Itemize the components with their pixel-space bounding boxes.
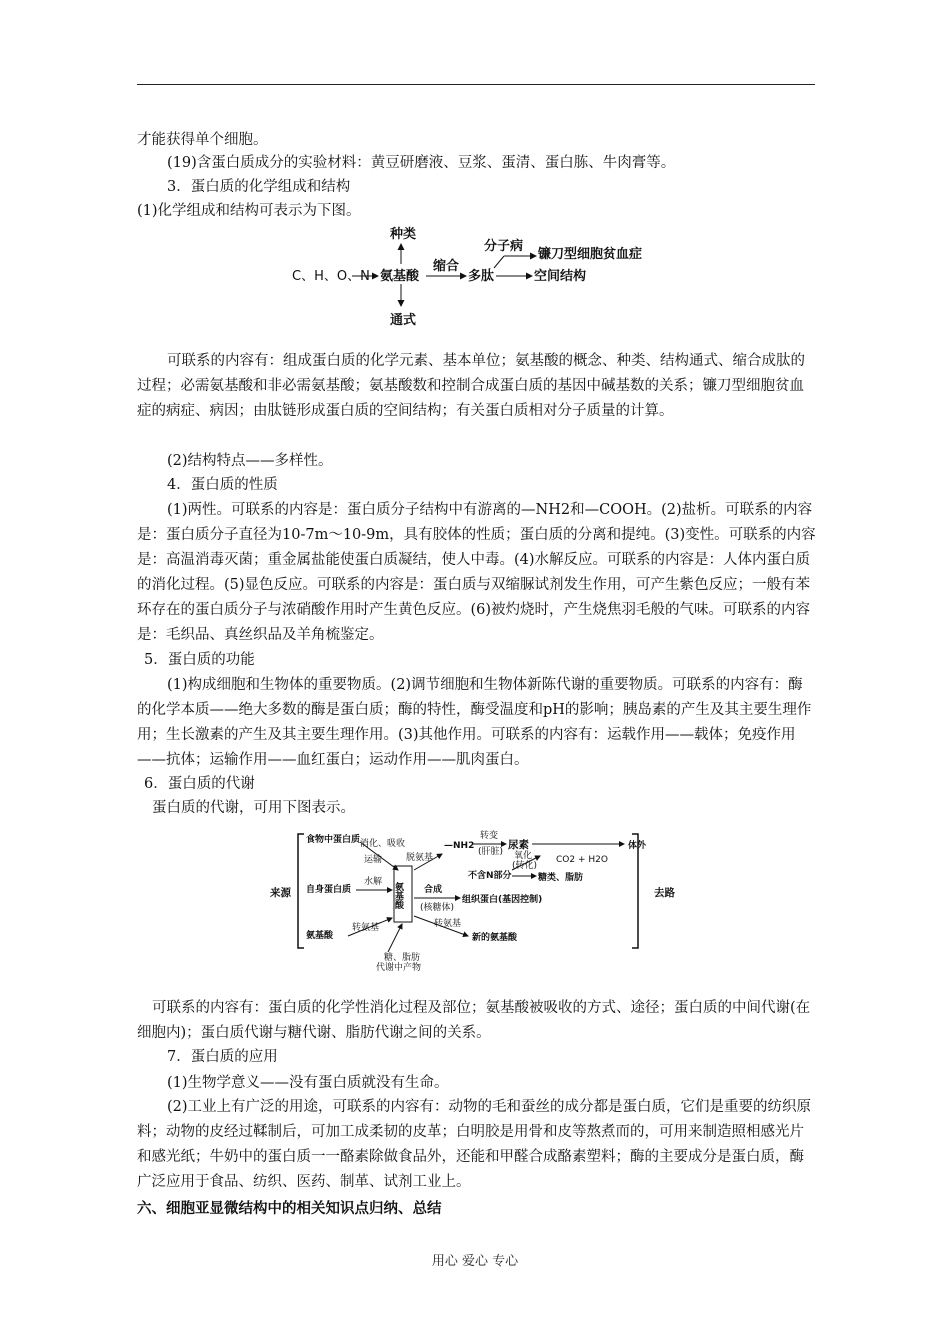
sickle-cell-label: 镰刀型细胞贫血症 — [538, 247, 643, 262]
nh2-label: —NH2 — [444, 841, 475, 851]
paragraph: (1)化学组成和结构可表示为下图。 — [137, 203, 361, 219]
hydrolysis-label: 水解 — [364, 877, 383, 887]
section-heading: 7．蛋白质的应用 — [167, 1049, 278, 1065]
paragraph: 可联系的内容有：蛋白质的化学性消化过程及部位；氨基酸被吸收的方式、途径；蛋白质的中间代谢(在细胞内)；蛋白质代谢与糖代谢、脂肪代谢之间的关系。 — [137, 1000, 811, 1041]
synthesis-label: 合成 — [424, 885, 443, 895]
paragraph: (2)结构特点——多样性。 — [167, 453, 333, 469]
convert-label: (转化) — [512, 861, 538, 871]
paragraph: (19)含蛋白质成分的实验材料：黄豆研磨液、豆浆、蛋清、蛋白胨、牛肉膏等。 — [167, 155, 676, 171]
chapter-heading: 六、细胞亚显微结构中的相关知识点归纳、总结 — [137, 1200, 442, 1217]
amino-acid-label: 氨基酸 — [380, 269, 420, 284]
molecular-disease-label: 分子病 — [484, 239, 524, 254]
outside-label: 体外 — [628, 841, 647, 851]
header-rule — [137, 84, 815, 85]
urea-label: 尿素 — [508, 839, 529, 851]
section-heading: 5．蛋白质的功能 — [144, 652, 255, 668]
digest-label: 消化、吸收 — [360, 839, 406, 849]
ribosome-label: (核糖体) — [420, 903, 455, 913]
amino-acid-box-label: 氨基酸 — [393, 882, 403, 909]
transamination-left-label: 转氨基 — [352, 923, 380, 933]
paragraph: (1)生物学意义——没有蛋白质就没有生命。 — [167, 1075, 449, 1091]
sugar-fat-label: 糖类、脂肪 — [538, 873, 584, 883]
self-protein-label: 自身蛋白质 — [306, 885, 352, 895]
sugar-fat-intermediate-label: 糖、脂肪 — [384, 953, 421, 963]
condense-label: 缩合 — [433, 259, 460, 274]
non-n-part-label: 不含N部分 — [468, 871, 512, 881]
transport-label: 运输 — [364, 855, 383, 865]
deamination-label: 脱氨基 — [406, 853, 434, 863]
source-label: 来源 — [270, 887, 291, 899]
intermediate-label: 代谢中产物 — [376, 963, 422, 973]
transform-label: 转变 — [480, 831, 499, 841]
paragraph: (2)工业上有广泛的用途，可联系的内容有：动物的毛和蚕丝的成分都是蛋白质，它们是重要的纺织原料；动物的皮经过鞣制后，可加工成柔韧的皮革；白明胶是用骨和皮等熬煮而的，可用来制造照相感光片和感光纸；牛奶中的蛋白质一一酪素除做食品外，还能和甲醛合成酪素塑料；酶的主要成分是蛋白质，酶广泛应用于食品、纺织、医药、制革、试剂工业上。 — [137, 1099, 812, 1190]
formula-label: 通式 — [390, 313, 417, 328]
transamination-right-label: 转氨基 — [434, 919, 462, 929]
sink-label: 去路 — [654, 887, 675, 899]
co2-h2o-label: CO2 + H2O — [556, 855, 608, 865]
paragraph: 可联系的内容有：组成蛋白质的化学元素、基本单位；氨基酸的概念、种类、结构通式、缩合成肽的过程；必需氨基酸和非必需氨基酸；氨基酸数和控制合成蛋白质的基因中碱基数的关系；镰刀型细胞贫血症的病症、病因；由肽链形成蛋白质的空间结构；有关蛋白质相对分子质量的计算。 — [137, 353, 805, 419]
paragraph: (1)构成细胞和生物体的重要物质。(2)调节细胞和生物体新陈代谢的重要物质。可联系的内容有：酶的化学本质——绝大多数的酶是蛋白质；酶的特性，酶受温度和pH的影响；胰岛素的产生及其主要生理作用；生长激素的产生及其主要生理作用。(3)其他作用。可联系的内容有：运载作用——载体；免疫作用——抗体；运输作用——血红蛋白；运动作用——肌肉蛋白。 — [137, 677, 812, 768]
oxidize-label: 氧化 — [514, 851, 533, 861]
section-heading: 6．蛋白质的代谢 — [144, 776, 255, 792]
protein-structure-diagram — [280, 222, 680, 332]
page-footer: 用心 爱心 专心 — [431, 1254, 519, 1269]
food-protein-label: 食物中蛋白质 — [306, 835, 361, 845]
tissue-protein-label: 组织蛋白(基因控制) — [462, 895, 543, 905]
section-heading: 3．蛋白质的化学组成和结构 — [167, 179, 351, 195]
kind-label: 种类 — [390, 227, 417, 242]
section-heading: 4．蛋白质的性质 — [167, 477, 278, 493]
paragraph: 蛋白质的代谢，可用下图表示。 — [152, 800, 355, 816]
liver-label: (肝脏) — [478, 847, 504, 857]
new-amino-acid-label: 新的氨基酸 — [472, 933, 518, 943]
spatial-structure-label: 空间结构 — [534, 269, 587, 284]
peptide-label: 多肽 — [468, 269, 495, 284]
protein-metabolism-diagram — [268, 826, 688, 976]
amino-acid-left-label: 氨基酸 — [306, 931, 334, 941]
elements-label: C、H、O、N — [292, 269, 370, 284]
paragraph: 才能获得单个细胞。 — [137, 132, 268, 148]
paragraph: (1)两性。可联系的内容是：蛋白质分子结构中有游离的—NH2和—COOH。(2)盐析。可联系的内容是：蛋白质分子直径为10-7m～10-9m，具有胶体的性质；蛋白质的分离和提纯。(3)变性。可联系的内容是：高温消毒灭菌；重金属盐能使蛋白质凝结，使人中毒。(4)水解反应。可联系的内容是：人体内蛋白质的消化过程。(5)显色反应。可联系的内容是：蛋白质与双缩脲试剂发生作用，可产生紫色反应；一般有苯环存在的蛋白质分子与浓硝酸作用时产生黄色反应。(6)被灼烧时，产生烧焦羽毛般的气味。可联系的内容是：毛织品、真丝织品及羊角梳鉴定。 — [137, 502, 816, 643]
